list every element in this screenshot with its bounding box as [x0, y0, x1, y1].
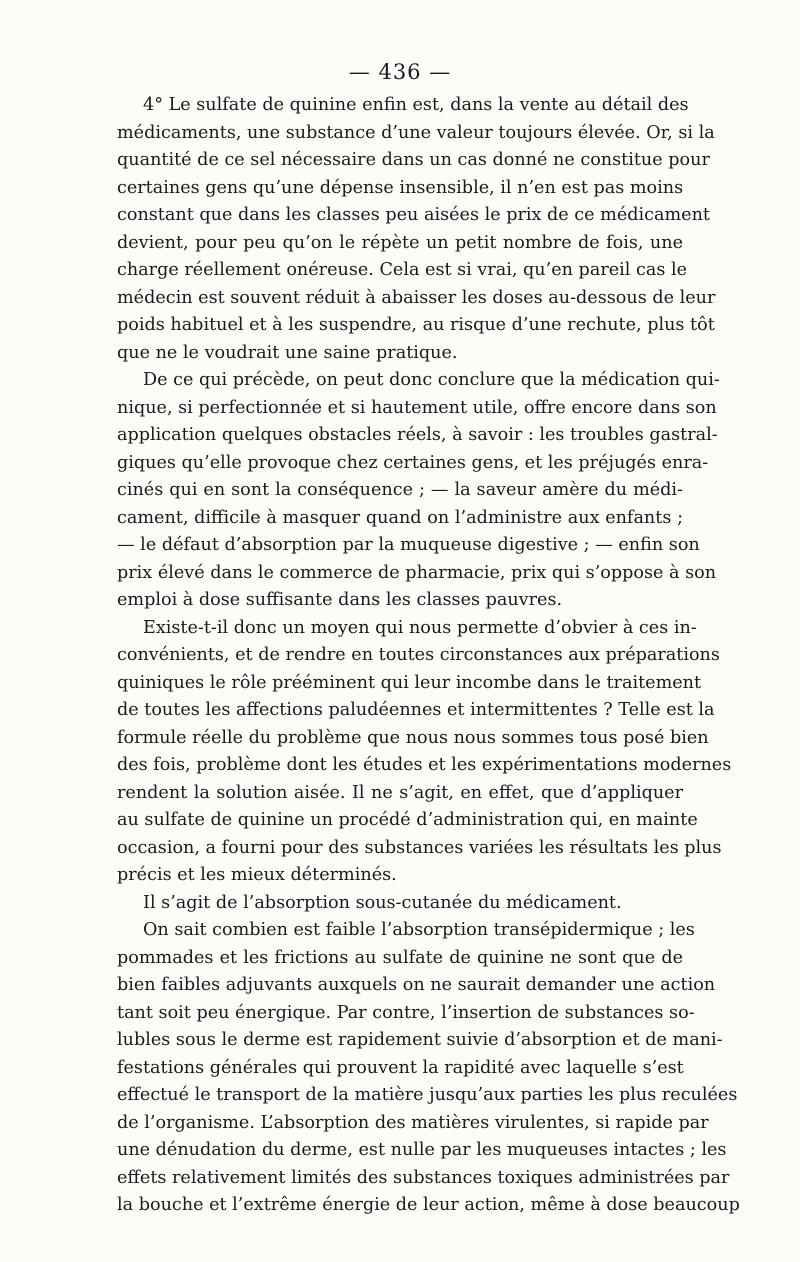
- text-line: quiniques le rôle prééminent qui leur incombe dans le traitement: [117, 672, 702, 693]
- body-text: [117, 92, 740, 1220]
- text-line: de toutes les affections paludéennes et intermittentes ? Telle est la: [117, 700, 715, 720]
- paragraph-conclusion-obstacles: [117, 367, 720, 615]
- text-line: festations générales qui prouvent la rapidité avec laquelle s’est: [117, 1057, 684, 1078]
- text-line: De ce qui précède, on peut donc conclure que la médication qui-: [143, 370, 720, 390]
- paragraph-absorption: [117, 917, 740, 1220]
- text-line: occasion, a fourni pour des substances variées les résultats les plus: [117, 837, 722, 858]
- text-line: poids habituel et à les suspendre, au risque d’une rechute, plus tôt: [117, 315, 715, 335]
- text-line: effectué le transport de la matière jusqu’aux parties les plus reculées: [117, 1085, 738, 1105]
- text-line: formule réelle du problème que nous nous sommes tous posé bien: [117, 727, 709, 748]
- text-line: nique, si perfectionnée et si hautement utile, offre encore dans son: [117, 397, 717, 418]
- text-line: la bouche et l’extrême énergie de leur action, même à dose beaucoup: [117, 1195, 740, 1215]
- text-line: médicaments, une substance d’une valeur toujours élevée. Or, si la: [117, 122, 715, 143]
- text-line: — le défaut d’absorption par la muqueuse digestive ; — enfin son: [117, 535, 700, 555]
- paragraph-quinine-cost: [117, 92, 716, 367]
- text-line: cament, difficile à masquer quand on l’administre aux enfants ;: [117, 507, 683, 528]
- text-line: cinés qui en sont la conséquence ; — la saveur amère du médi-: [117, 480, 683, 500]
- text-line: une dénudation du derme, est nulle par les muqueuses intactes ; les: [117, 1140, 727, 1160]
- text-line: convénients, et de rendre en toutes circonstances aux préparations: [117, 645, 720, 665]
- text-line: que ne le voudrait une saine pratique.: [117, 342, 458, 363]
- text-line: certaines gens qu’une dépense insensible, il n’en est pas moins: [117, 177, 684, 198]
- text-line: au sulfate de quinine un procédé d’administration qui, en mainte: [117, 810, 698, 830]
- text-line: 4° Le sulfate de quinine enfin est, dans la vente au détail des: [143, 95, 689, 115]
- text-line: de l’organisme. L’absorption des matières virulentes, si rapide par: [117, 1112, 709, 1133]
- text-line: giques qu’elle provoque chez certaines gens, et les préjugés enra-: [117, 452, 709, 473]
- page-number: — 436 —: [348, 60, 452, 84]
- text-line: Il s’agit de l’absorption sous-cutanée du médicament.: [143, 892, 622, 913]
- text-line: médecin est souvent réduit à abaisser les doses au-dessous de leur: [117, 287, 716, 308]
- text-line: précis et les mieux déterminés.: [117, 865, 397, 885]
- paragraph-subcutaneous: [117, 890, 683, 918]
- text-line: prix élevé dans le commerce de pharmacie, prix qui s’oppose à son: [117, 562, 717, 583]
- text-line: emploi à dose suffisante dans les classes pauvres.: [117, 590, 563, 610]
- text-line: charge réellement onéreuse. Cela est si vrai, qu’en pareil cas le: [117, 260, 687, 280]
- paragraph-question: [117, 615, 732, 890]
- text-line: rendent la solution aisée. Il ne s’agit, en effet, que d’appliquer: [117, 782, 683, 803]
- text-line: lubles sous le derme est rapidement suivie d’absorption et de mani-: [117, 1030, 723, 1050]
- text-line: constant que dans les classes peu aisées le prix de ce médicament: [117, 205, 710, 225]
- text-line: bien faibles adjuvants auxquels on ne saurait demander une action: [117, 975, 716, 995]
- text-line: effets relativement limités des substances toxiques administrées par: [117, 1167, 730, 1188]
- text-line: application quelques obstacles réels, à savoir : les troubles gastral-: [117, 425, 718, 445]
- text-line: quantité de ce sel nécessaire dans un cas donné ne constitue pour: [117, 150, 710, 170]
- text-line: des fois, problème dont les études et les expérimentations modernes: [117, 755, 732, 775]
- text-line: pommades et les frictions au sulfate de quinine ne sont que de: [117, 947, 683, 968]
- text-line: tant soit peu énergique. Par contre, l’insertion de substances so-: [117, 1002, 695, 1023]
- text-line: Existe-t-il donc un moyen qui nous permette d’obvier à ces in-: [143, 617, 697, 638]
- text-line: On sait combien est faible l’absorption transépidermique ; les: [143, 920, 695, 940]
- text-line: devient, pour peu qu’on le répète un petit nombre de fois, une: [117, 232, 683, 253]
